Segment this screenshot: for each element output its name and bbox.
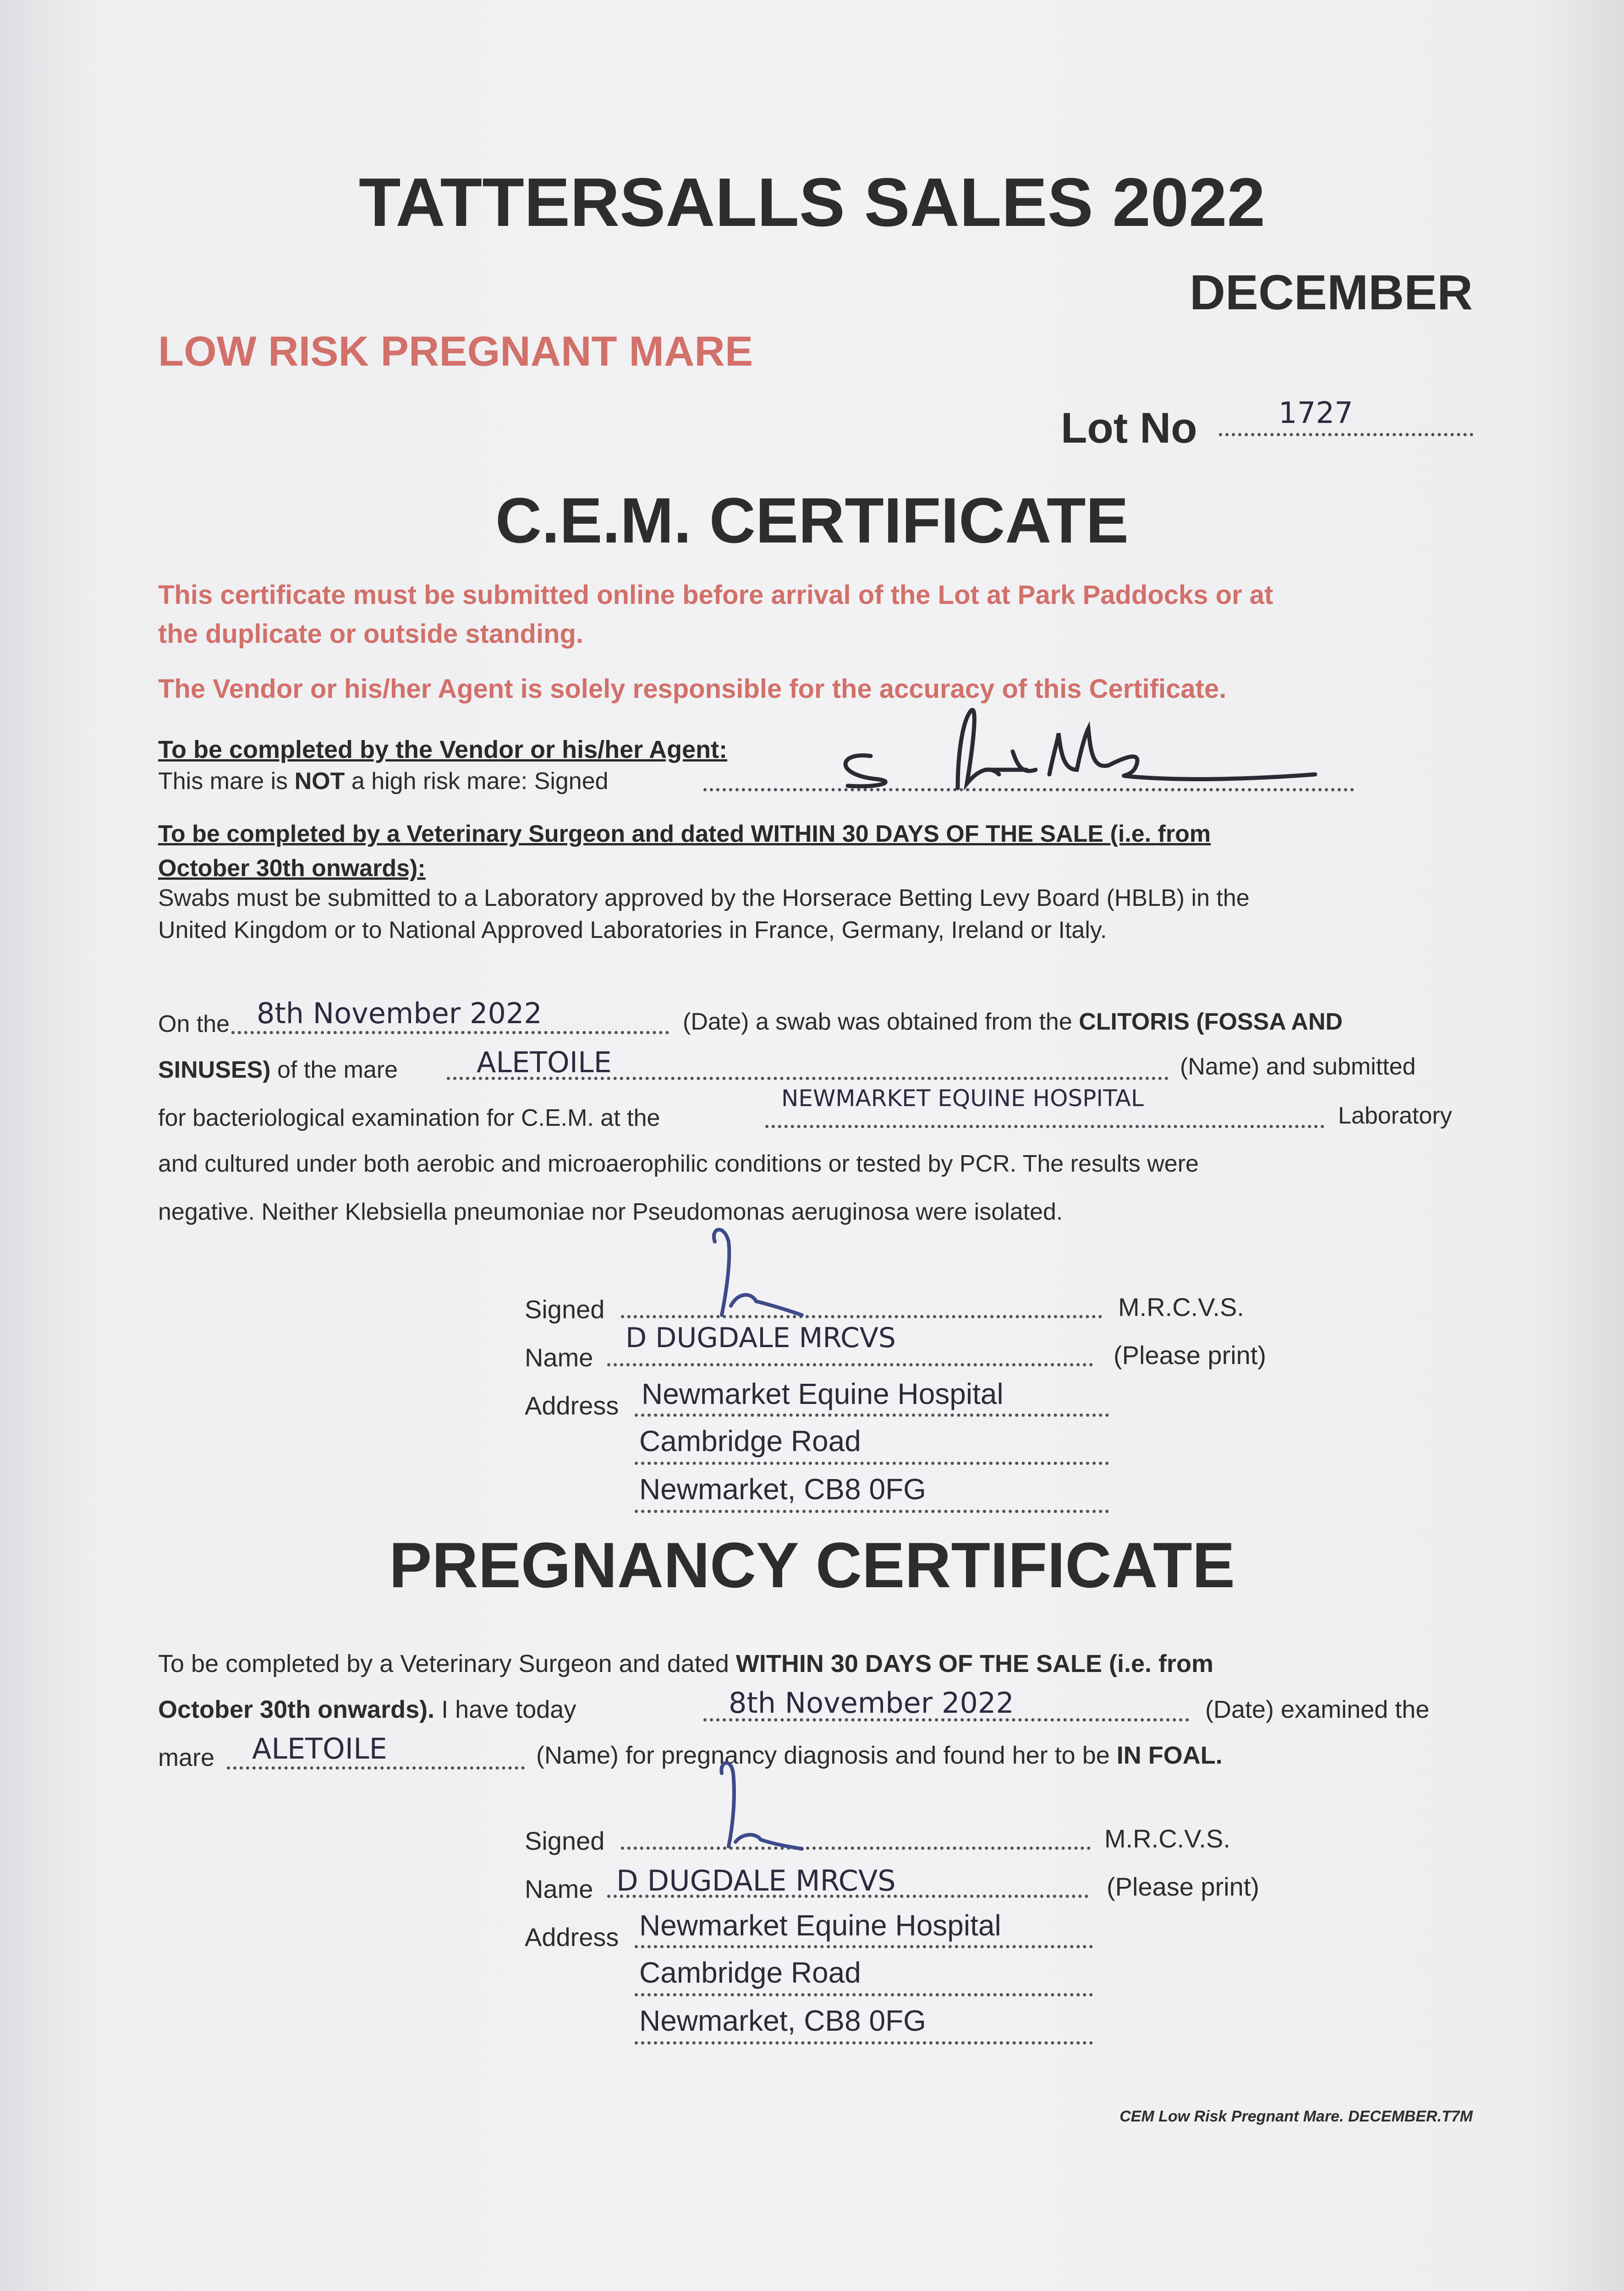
swab-line-1: Swabs must be submitted to a Laboratory approved by the Horserace Betting Levy Board (HBLB) in the — [158, 885, 1250, 911]
cem-notice-1b: the duplicate or outside standing. — [158, 619, 584, 649]
vendor-heading: To be completed by the Vendor or his/her Agent: — [158, 736, 728, 763]
preg-address-line-1 — [635, 1945, 1093, 1948]
cem-address-3: Newmarket, CB8 0FG — [639, 1473, 926, 1506]
preg-address-2: Cambridge Road — [639, 1956, 861, 1989]
preg-mare-post: (Name) for pregnancy diagnosis and found her to be — [536, 1742, 1117, 1769]
cem-date-suffix-text: (Date) a swab was obtained from the — [683, 1008, 1079, 1035]
cem-vet-name: D DUGDALE MRCVS — [625, 1322, 896, 1354]
pregnancy-title: PREGNANCY CERTIFICATE — [389, 1529, 1235, 1601]
cem-notice-2: The Vendor or his/her Agent is solely responsible for the accuracy of this Certificate. — [158, 674, 1227, 704]
sinuses-text: SINUSES) — [158, 1057, 271, 1083]
preg-signed-label: Signed — [525, 1826, 605, 1855]
cultured-text: and cultured under both aerobic and microaerophilic conditions or tested by PCR. The results were — [158, 1151, 1199, 1177]
cem-date-value: 8th November 2022 — [257, 997, 542, 1030]
cem-address-1: Newmarket Equine Hospital — [642, 1377, 1004, 1410]
preg-line2-bold: October 30th onwards). — [158, 1696, 435, 1723]
cem-address-line-1 — [635, 1414, 1109, 1417]
vet-heading-bold: WITHIN 30 DAYS OF THE SALE — [751, 821, 1104, 847]
pregnancy-line-1 — [158, 1650, 1213, 1678]
cem-mare-name: ALETOILE — [477, 1046, 612, 1079]
cem-address-line-2 — [635, 1462, 1109, 1465]
preg-vet-name: D DUGDALE MRCVS — [616, 1864, 896, 1897]
in-foal-text: IN FOAL. — [1116, 1742, 1223, 1769]
cem-vet-signature — [687, 1223, 834, 1324]
clitoris-text: CLITORIS (FOSSA AND — [1079, 1008, 1343, 1035]
cem-name-label: Name — [525, 1343, 593, 1372]
page-title: TATTERSALLS SALES 2022 — [358, 164, 1266, 241]
negative-text: negative. Neither Klebsiella pneumoniae nor Pseudomonas aeruginosa were isolated. — [158, 1199, 1063, 1225]
cem-name-line — [607, 1363, 1093, 1366]
lot-label: Lot No — [1061, 404, 1197, 452]
cem-please-print: (Please print) — [1114, 1341, 1267, 1370]
preg-vet-signature — [697, 1755, 834, 1856]
cem-name-suffix: (Name) and submitted — [1180, 1053, 1416, 1080]
preg-address-line-3 — [635, 2041, 1093, 2044]
cem-mrcvs: M.R.C.V.S. — [1118, 1293, 1244, 1321]
preg-line1-bold: WITHIN 30 DAYS OF THE SALE (i.e. from — [735, 1650, 1213, 1677]
vendor-signature — [820, 701, 1324, 802]
lab-line — [765, 1125, 1324, 1128]
preg-line1-pre: To be completed by a Veterinary Surgeon and dated — [158, 1650, 736, 1677]
vendor-line-post: a high risk mare: Signed — [345, 768, 609, 795]
preg-address-1: Newmarket Equine Hospital — [639, 1909, 1001, 1942]
of-the-mare-text: of the mare — [270, 1057, 398, 1083]
vet-heading-line2: October 30th onwards): — [158, 855, 426, 882]
lab-name: NEWMARKET EQUINE HOSPITAL — [781, 1085, 1144, 1112]
footer-code: CEM Low Risk Pregnant Mare. DECEMBER.T7M — [1119, 2108, 1473, 2125]
cem-date-suffix — [683, 1008, 1343, 1036]
preg-mare-label: mare — [158, 1744, 215, 1771]
cem-address-2: Cambridge Road — [639, 1425, 861, 1458]
sinuses-line — [158, 1056, 398, 1084]
sale-month: DECEMBER — [1189, 264, 1473, 320]
vendor-line-not: NOT — [294, 768, 345, 795]
lot-dotted-line — [1219, 433, 1473, 436]
preg-address-3: Newmarket, CB8 0FG — [639, 2004, 926, 2037]
cem-notice-1: This certificate must be submitted online before arrival of the Lot at Park Paddocks or at — [158, 580, 1273, 610]
pregnancy-line-2 — [158, 1695, 576, 1724]
cem-address-line-3 — [635, 1510, 1109, 1513]
preg-mrcvs: M.R.C.V.S. — [1104, 1824, 1230, 1853]
preg-date-suffix: (Date) examined the — [1205, 1696, 1430, 1723]
laboratory-text: Laboratory — [1338, 1102, 1452, 1129]
preg-mare-line — [227, 1766, 525, 1770]
on-the-label: On the — [158, 1011, 230, 1037]
vet-heading — [158, 820, 1469, 848]
preg-signed-line — [621, 1847, 1091, 1850]
cem-signed-label: Signed — [525, 1295, 605, 1324]
vet-heading-pre: To be completed by a Veterinary Surgeon and dated — [158, 821, 751, 847]
vendor-line-pre: This mare is — [158, 768, 295, 795]
mare-category: LOW RISK PREGNANT MARE — [158, 328, 753, 375]
preg-line2-mid: I have today — [434, 1696, 576, 1723]
cem-title: C.E.M. CERTIFICATE — [495, 484, 1129, 556]
preg-please-print: (Please print) — [1107, 1872, 1260, 1901]
preg-mare-suffix — [536, 1741, 1223, 1770]
preg-address-label: Address — [525, 1923, 619, 1951]
vendor-declaration — [158, 767, 609, 795]
cem-address-label: Address — [525, 1391, 619, 1420]
lot-number: 1727 — [1278, 396, 1353, 430]
preg-address-line-2 — [635, 1993, 1093, 1996]
preg-name-label: Name — [525, 1874, 593, 1903]
for-bact-text: for bacteriological examination for C.E.M. at the — [158, 1105, 660, 1131]
swab-line-2: United Kingdom or to National Approved Laboratories in France, Germany, Ireland or Italy. — [158, 917, 1107, 943]
preg-date-value: 8th November 2022 — [729, 1686, 1014, 1720]
preg-mare-name: ALETOILE — [252, 1732, 387, 1765]
vet-heading-post: (i.e. from — [1103, 821, 1211, 847]
cem-date-line — [231, 1031, 669, 1034]
